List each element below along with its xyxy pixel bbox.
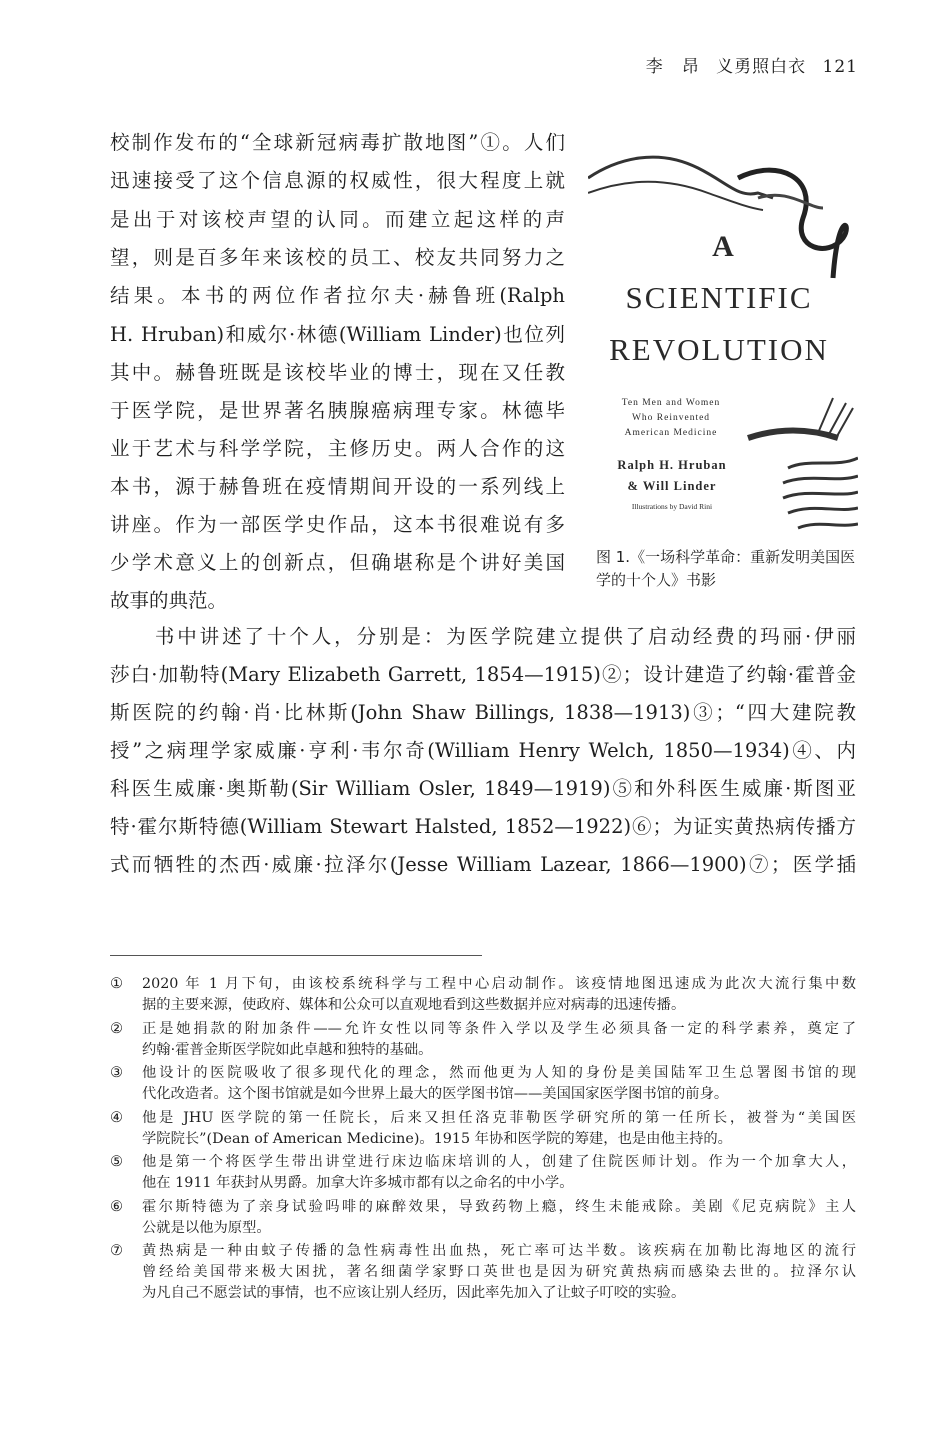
body-line: 书中讲述了十个人，分别是：为医学院建立提供了启动经费的玛丽·伊丽 bbox=[110, 625, 856, 648]
footnote-text bbox=[142, 1063, 856, 1105]
cover-title-a: A bbox=[712, 230, 734, 263]
footnote-line: 正是她捐款的附加条件——允许女性以同等条件入学以及学生必须具备一定的科学素养，奠定了 bbox=[142, 1020, 856, 1037]
cover-title-line1: SCIENTIFIC bbox=[625, 280, 813, 315]
footnote bbox=[110, 1152, 856, 1191]
footnote-line: 公就是以他为原型。 bbox=[142, 1219, 271, 1236]
body-line: 少学术意义上的创新点，但确堪称是个讲好美国 bbox=[110, 551, 565, 574]
footnote-line: 他在 1911 年获封从男爵。加拿大许多城市都有以之命名的中小学。 bbox=[142, 1175, 574, 1191]
footnote-line: 学院院长”(Dean of American Medicine)。1915 年协和医学院的筹建，也是由他主持的。 bbox=[142, 1130, 732, 1147]
footnote-number: ③ bbox=[110, 1065, 123, 1081]
page-number: 121 bbox=[822, 57, 858, 77]
footnote-line: 为凡自己不愿尝试的事情，也不应该让别人经历，因此率先加入了让蚊子叮咬的实验。 bbox=[142, 1285, 686, 1301]
footnote bbox=[110, 1108, 856, 1147]
body-line: 业于艺术与科学学院，主修历史。两人合作的这 bbox=[110, 437, 565, 460]
cover-subtitle-line: Ten Men and Women bbox=[621, 398, 721, 408]
body-line: 望，则是百多年来该校的员工、校友共同努力之 bbox=[110, 246, 565, 269]
body-line: 于医学院，是世界著名胰腺癌病理专家。林德毕 bbox=[110, 399, 565, 422]
footnote-line: 据的主要来源，使政府、媒体和公众可以直观地看到这些数据并应对病毒的迅速传播。 bbox=[142, 997, 686, 1013]
figure-caption: 图 1.《一场科学革命：重新发明美国医学的十个人》书影 bbox=[596, 548, 856, 589]
footnote-text bbox=[142, 1197, 856, 1239]
footnote bbox=[110, 1197, 856, 1236]
body-line: 本书，源于赫鲁班在疫情期间开设的一系列线上 bbox=[110, 475, 565, 498]
footnote-line: 代化改造者。这个图书馆就是如今世界上最大的医学图书馆——美国国家医学图书馆的前身。 bbox=[142, 1086, 729, 1102]
book-cover-image bbox=[588, 138, 858, 538]
footnote-number: ① bbox=[110, 976, 123, 992]
body-line: 是出于对该校声望的认同。而建立起这样的声 bbox=[110, 208, 565, 231]
body-line: 斯医院的约翰·肖·比林斯(John Shaw Billings, 1838—1913)③；“四大建院教 bbox=[110, 701, 856, 724]
footnote-line: 霍尔斯特德为了亲身试验吗啡的麻醉效果，导致药物上瘾，终生未能戒除。美剧《尼克病院》主人 bbox=[142, 1198, 856, 1215]
body-line: 授”之病理学家威廉·亨利·韦尔奇(William Henry Welch, 1850—1934)④、内 bbox=[110, 739, 856, 762]
footnote-number: ⑦ bbox=[110, 1243, 123, 1259]
footnote-line: 曾经给美国带来极大困扰，著名细菌学家野口英世也是因为研究黄热病而感染去世的。拉泽尔认 bbox=[142, 1264, 856, 1280]
footnote bbox=[110, 1063, 856, 1102]
header-title: 义勇照白衣 bbox=[716, 57, 807, 77]
body-line: 结果。本书的两位作者拉尔夫·赫鲁班(Ralph bbox=[110, 284, 565, 307]
cover-subtitle bbox=[606, 396, 736, 441]
cover-subtitle-line: American Medicine bbox=[624, 428, 718, 438]
footnote-number: ② bbox=[110, 1020, 123, 1037]
running-header bbox=[636, 52, 858, 77]
cover-author-2: & Will Linder bbox=[627, 479, 717, 493]
cover-title-line2: REVOLUTION bbox=[609, 332, 829, 367]
footnote-divider bbox=[110, 955, 482, 956]
footnote-line: 他设计的医院吸收了很多现代化的理念，然而他更为人知的身份是美国陆军卫生总署图书馆的现 bbox=[142, 1065, 856, 1081]
body-line: H. Hruban)和威尔·林德(William Linder)也位列 bbox=[110, 323, 565, 346]
body-line: 特·霍尔斯特德(William Stewart Halsted, 1852—1922)⑥；为证实黄热病传播方 bbox=[110, 815, 856, 838]
footnote-line: 约翰·霍普金斯医学院如此卓越和独特的基础。 bbox=[142, 1041, 433, 1058]
body-line: 式而牺牲的杰西·威廉·拉泽尔(Jesse William Lazear, 1866—1900)⑦；医学插 bbox=[110, 853, 856, 876]
footnote-line: 黄热病是一种由蚊子传播的急性病毒性出血热，死亡率可达半数。该疾病在加勒比海地区的流行 bbox=[142, 1243, 856, 1259]
body-line: 科医生威廉·奥斯勒(Sir William Osler, 1849—1919)⑤和外科医生威廉·斯图亚 bbox=[110, 777, 856, 800]
footnote-text bbox=[142, 974, 856, 1016]
footnote bbox=[110, 1019, 856, 1058]
footnote-line: 他是 JHU 医学院的第一任院长，后来又担任洛克菲勒医学研究所的第一任所长，被誉为“美国医 bbox=[142, 1109, 856, 1126]
footnote-line: 他是第一个将医学生带出讲堂进行床边临床培训的人，创建了住院医师计划。作为一个加拿大人， bbox=[142, 1154, 856, 1170]
footnote-number: ④ bbox=[110, 1109, 123, 1126]
cover-author-1: Ralph H. Hruban bbox=[617, 458, 727, 472]
body-line: 莎白·加勒特(Mary Elizabeth Garrett, 1854—1915)②；设计建造了约翰·霍普金 bbox=[110, 663, 856, 686]
body-line: 讲座。作为一部医学史作品，这本书很难说有多 bbox=[110, 513, 565, 536]
footnote-text bbox=[142, 1152, 856, 1194]
footnote-number: ⑥ bbox=[110, 1198, 123, 1215]
footnote-text bbox=[142, 1241, 856, 1304]
cover-illustrator: Illustrations by David Rini bbox=[631, 502, 713, 511]
body-line: 校制作发布的“全球新冠病毒扩散地图”①。人们 bbox=[110, 131, 565, 154]
body-line: 其中。赫鲁班既是该校毕业的博士，现在又任教 bbox=[110, 361, 565, 384]
footnote-line: 2020 年 1 月下旬，由该校系统科学与工程中心启动制作。该疫情地图迅速成为此次大流行集中数 bbox=[142, 976, 856, 992]
cover-subtitle-line: Who Reinvented bbox=[631, 413, 711, 423]
header-author: 李 昂 bbox=[645, 57, 700, 77]
footnote-number: ⑤ bbox=[110, 1154, 123, 1170]
footnote-text bbox=[142, 1108, 856, 1150]
footnote-text bbox=[142, 1019, 856, 1061]
footnote bbox=[110, 1241, 856, 1301]
body-line: 迅速接受了这个信息源的权威性，很大程度上就 bbox=[110, 169, 565, 192]
body-line: 故事的典范。 bbox=[110, 589, 228, 612]
footnote bbox=[110, 974, 856, 1013]
